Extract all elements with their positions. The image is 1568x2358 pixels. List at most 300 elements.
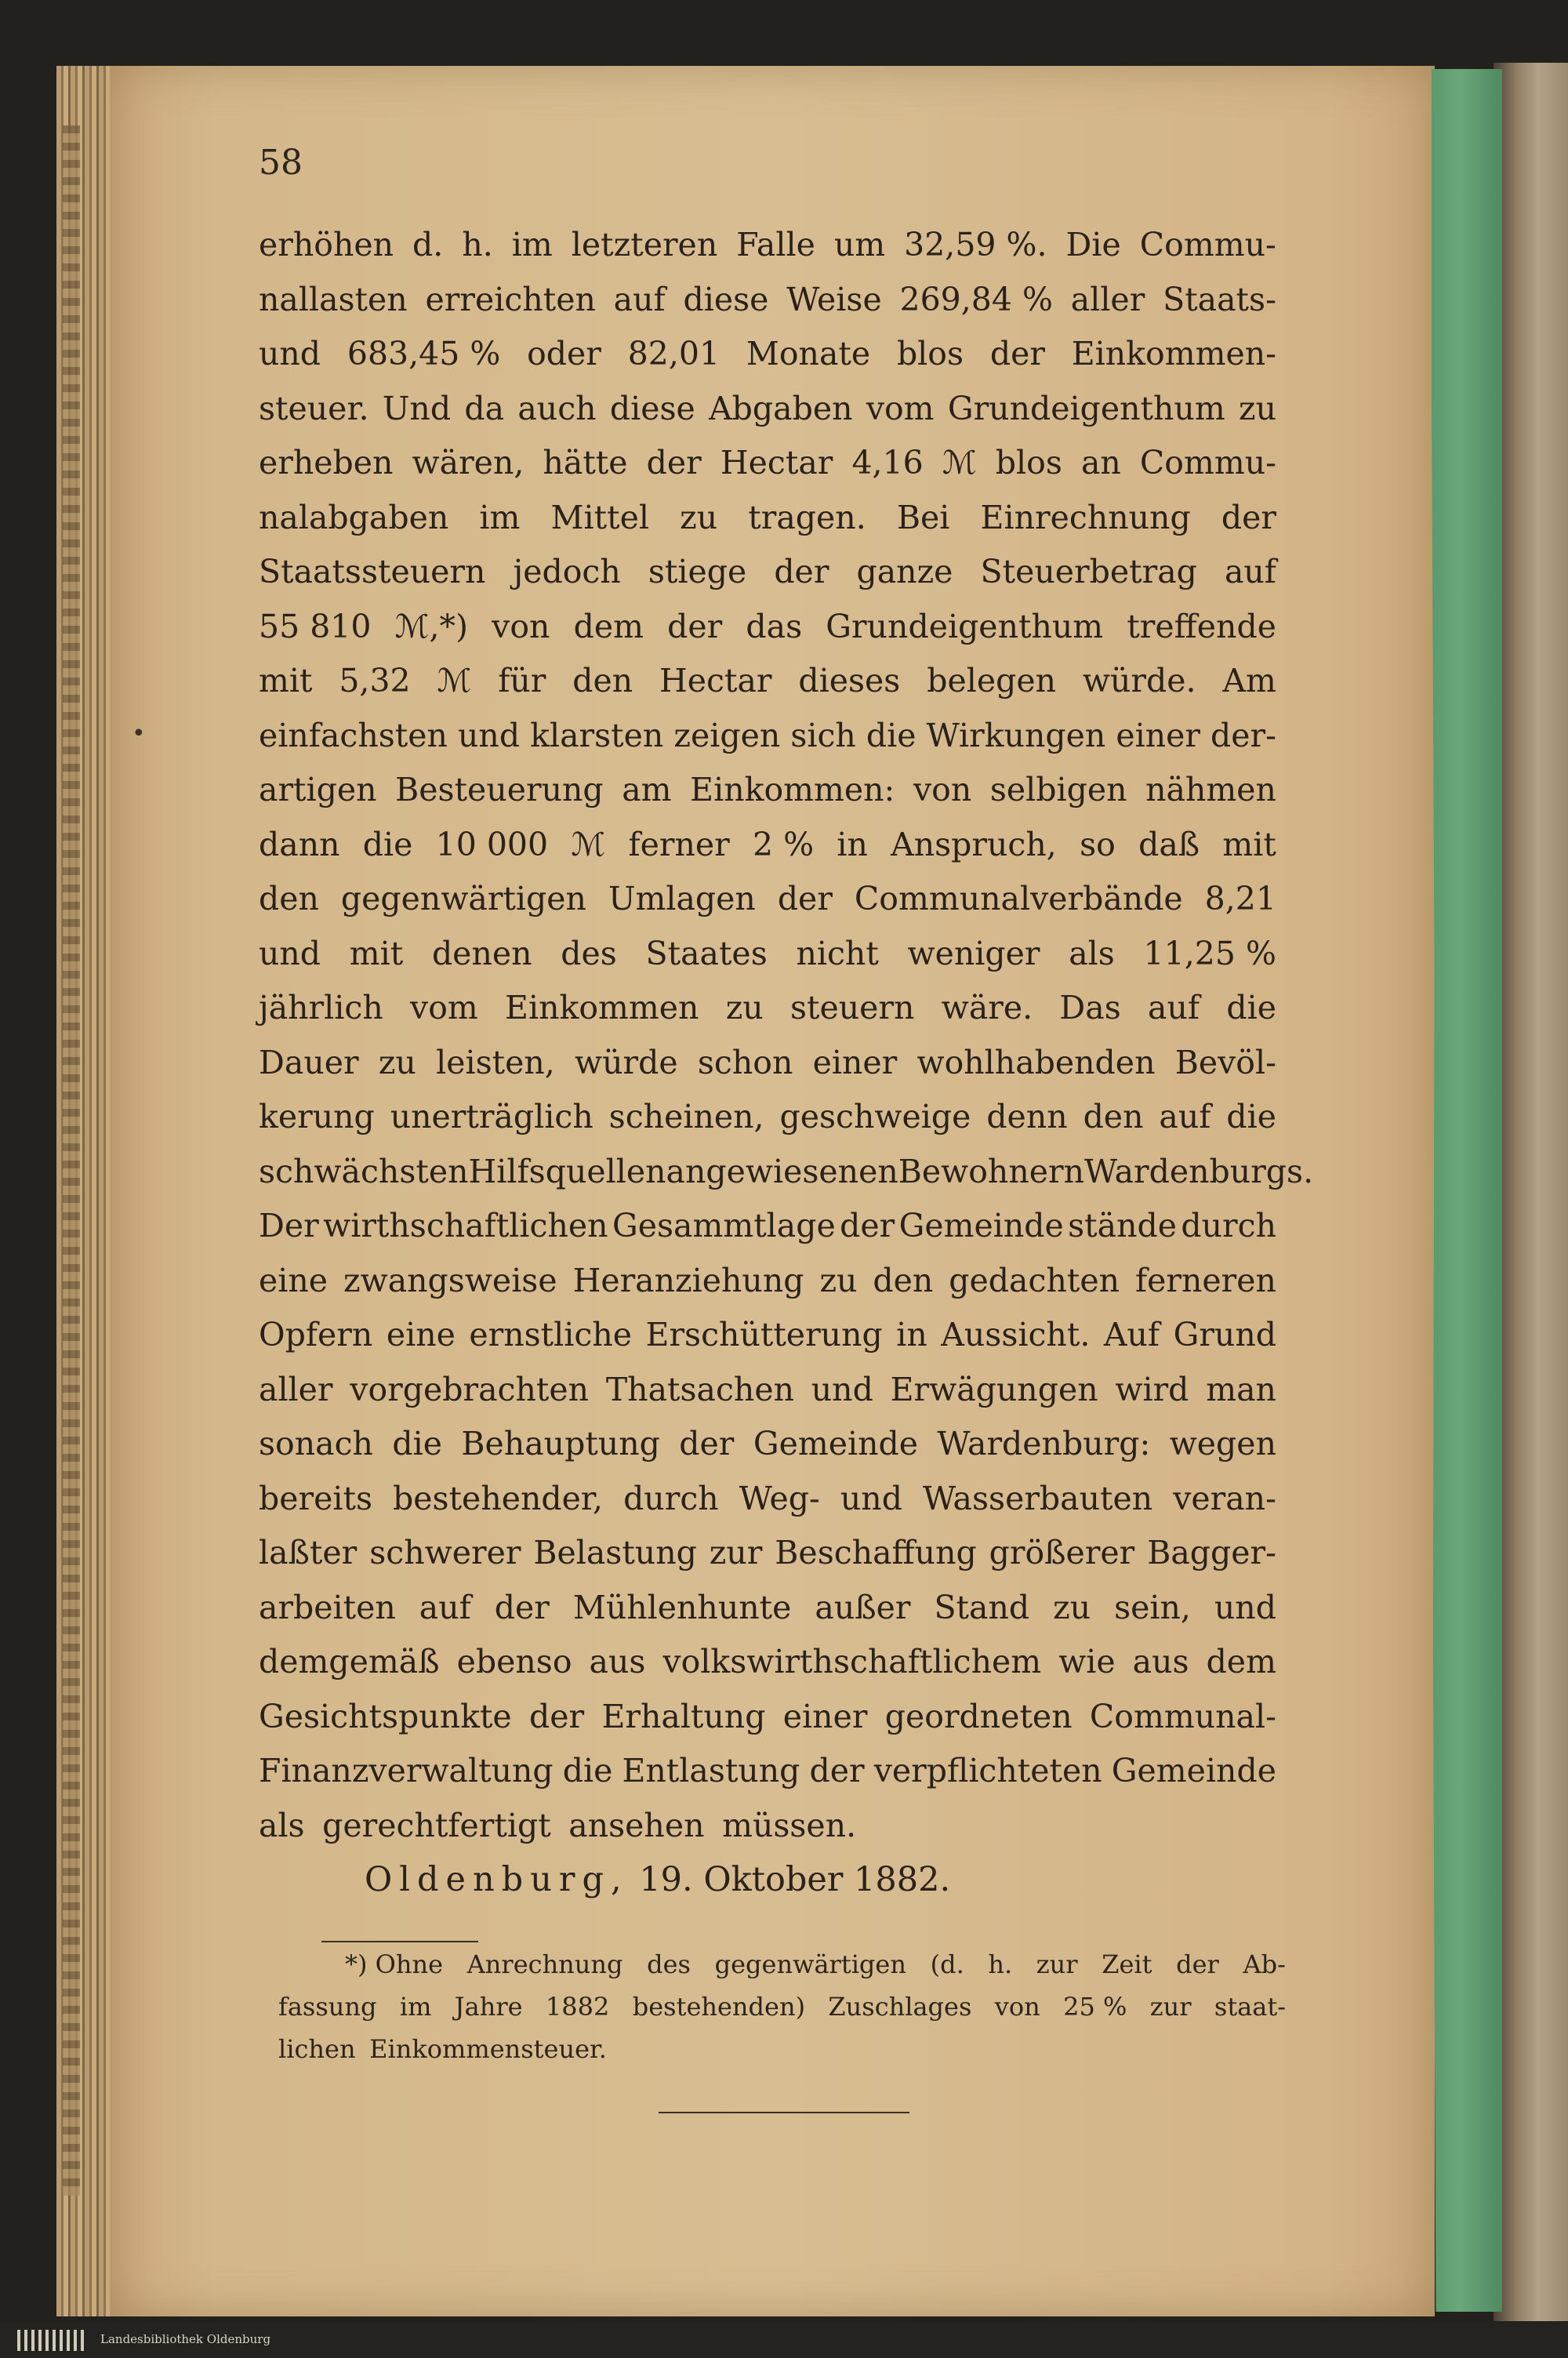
word: Gemeinde bbox=[1111, 1752, 1276, 1789]
word: wie bbox=[1058, 1643, 1116, 1680]
margin-mark: • bbox=[132, 720, 146, 747]
word: wird bbox=[1115, 1370, 1189, 1408]
word: als bbox=[1069, 934, 1115, 972]
word: Commu- bbox=[1139, 444, 1276, 481]
text-line bbox=[259, 491, 1276, 546]
word: so bbox=[1080, 825, 1116, 863]
word: der bbox=[840, 1207, 895, 1244]
word: wäre. bbox=[941, 989, 1033, 1026]
word: h. bbox=[988, 1949, 1013, 1979]
word: einer bbox=[812, 1043, 898, 1081]
word: in bbox=[896, 1316, 927, 1353]
word: von bbox=[492, 607, 550, 645]
word: des bbox=[561, 934, 617, 972]
word: aus bbox=[1132, 1643, 1189, 1680]
text-line bbox=[259, 327, 1276, 382]
text-line bbox=[259, 1090, 1276, 1145]
word: Erhaltung bbox=[601, 1697, 766, 1735]
word: wohlhabenden bbox=[916, 1043, 1156, 1081]
library-name: Landesbibliothek Oldenburg bbox=[100, 2332, 271, 2346]
word: 4,16 bbox=[851, 444, 924, 481]
word: nalabgaben bbox=[259, 498, 449, 536]
word: im bbox=[479, 498, 521, 536]
page-number: 58 bbox=[259, 143, 303, 183]
word: *) Ohne bbox=[345, 1949, 444, 1979]
word: jedoch bbox=[513, 553, 621, 590]
word: da bbox=[464, 389, 505, 427]
word: dem bbox=[573, 607, 644, 645]
word: scheinen, bbox=[608, 1098, 764, 1135]
word: und bbox=[458, 716, 521, 754]
word: am bbox=[622, 771, 672, 808]
word: einfachsten bbox=[259, 716, 448, 754]
text-line bbox=[259, 1744, 1276, 1799]
word: erreichten bbox=[425, 280, 596, 318]
word: wären, bbox=[412, 444, 524, 481]
word: gegenwärtigen bbox=[714, 1949, 906, 1979]
word: Staates bbox=[645, 934, 768, 972]
word: Besteuerung bbox=[395, 771, 604, 808]
word: wegen bbox=[1169, 1425, 1276, 1462]
word: zeigen bbox=[673, 716, 781, 754]
word: angewiesenen bbox=[666, 1152, 898, 1190]
library-logo-icon bbox=[17, 2330, 86, 2351]
word: der bbox=[667, 607, 723, 645]
word: nicht bbox=[796, 934, 879, 972]
word: lichen bbox=[278, 2034, 356, 2064]
text-line bbox=[259, 763, 1276, 818]
text-line bbox=[259, 1036, 1276, 1091]
word: aus bbox=[589, 1643, 646, 1680]
word: eine bbox=[259, 1261, 328, 1299]
word: ℳ,*) bbox=[394, 607, 468, 645]
word: von bbox=[994, 1992, 1040, 2022]
word: zu bbox=[1238, 389, 1276, 427]
word: Mittel bbox=[550, 498, 649, 536]
word: ebenso bbox=[456, 1643, 572, 1680]
word: schwächsten bbox=[259, 1152, 469, 1190]
word: denen bbox=[431, 934, 532, 972]
word: bereits bbox=[259, 1479, 373, 1517]
word: und bbox=[1214, 1588, 1276, 1626]
bottom-rule bbox=[659, 2112, 909, 2113]
word: ℳ bbox=[437, 662, 472, 699]
word: Einkommen- bbox=[1071, 335, 1276, 372]
word: 11,25 % bbox=[1143, 934, 1276, 972]
word: Und bbox=[382, 389, 452, 427]
word: 683,45 % bbox=[347, 335, 501, 372]
text-line bbox=[259, 273, 1276, 328]
word: dieses bbox=[798, 662, 901, 699]
word: ganze bbox=[856, 553, 953, 590]
word: Staatssteuern bbox=[259, 553, 486, 590]
word: der bbox=[529, 1697, 585, 1735]
word: Hectar bbox=[659, 662, 772, 699]
word: zu bbox=[1053, 1588, 1091, 1626]
word: ferner bbox=[628, 825, 730, 863]
word: schon bbox=[697, 1043, 793, 1081]
word: zu bbox=[725, 989, 764, 1026]
word: größerer bbox=[989, 1534, 1135, 1571]
word: Gemeinde bbox=[753, 1425, 918, 1462]
word: weniger bbox=[907, 934, 1040, 972]
word: auf bbox=[1148, 989, 1200, 1026]
word: aller bbox=[259, 1370, 333, 1408]
word: ansehen bbox=[568, 1806, 705, 1844]
word: fassung bbox=[278, 1992, 377, 2022]
word: Mühlenhunte bbox=[572, 1588, 792, 1626]
text-line bbox=[259, 382, 1276, 437]
word: nähmen bbox=[1145, 771, 1276, 808]
word: laßter bbox=[259, 1534, 358, 1571]
word: verpflichteten bbox=[873, 1752, 1102, 1789]
text-line bbox=[259, 872, 1276, 927]
word: des bbox=[647, 1949, 691, 1979]
word: Heranziehung bbox=[572, 1261, 804, 1299]
word: 8,21 bbox=[1204, 880, 1276, 917]
word: Anrechnung bbox=[466, 1949, 623, 1979]
word: 82,01 bbox=[627, 335, 720, 372]
word: der bbox=[774, 553, 829, 590]
word: Hectar bbox=[720, 444, 833, 481]
text-line bbox=[259, 1145, 1314, 1200]
word: geordneten bbox=[884, 1697, 1073, 1735]
word: zur bbox=[1149, 1992, 1192, 2022]
word: 5,32 bbox=[339, 662, 411, 699]
word: sich bbox=[790, 716, 856, 754]
word: gegenwärtigen bbox=[340, 880, 586, 917]
word: 269,84 % bbox=[899, 280, 1053, 318]
text-line bbox=[259, 1417, 1276, 1472]
word: der bbox=[1176, 1949, 1219, 1979]
word: Zeit bbox=[1102, 1949, 1152, 1979]
word: den bbox=[259, 880, 319, 917]
closing-date-line bbox=[365, 1860, 950, 1899]
word: daß bbox=[1138, 825, 1200, 863]
text-line bbox=[259, 981, 1276, 1036]
word: das bbox=[746, 607, 803, 645]
word: denn bbox=[986, 1098, 1068, 1135]
word: der bbox=[1221, 498, 1276, 536]
word: Thatsachen bbox=[605, 1370, 795, 1408]
word: der bbox=[494, 1588, 550, 1626]
word: Wardenburgs. bbox=[1084, 1152, 1314, 1190]
green-bookmark-strip bbox=[1432, 69, 1502, 2312]
text-line bbox=[259, 1308, 1276, 1363]
word: würde. bbox=[1082, 662, 1196, 699]
word: eine bbox=[386, 1316, 456, 1353]
word: im bbox=[511, 226, 553, 263]
word: die bbox=[1226, 1098, 1276, 1135]
word: der bbox=[809, 1752, 865, 1789]
word: und bbox=[259, 934, 321, 972]
word: Wirkungen bbox=[926, 716, 1106, 754]
word: zur bbox=[1036, 1949, 1078, 1979]
word: mit bbox=[259, 662, 313, 699]
word: Zuschlages bbox=[828, 1992, 972, 2022]
word: Einkommen: bbox=[690, 771, 895, 808]
word: Grundeigenthum bbox=[826, 607, 1104, 645]
word: müssen. bbox=[722, 1806, 857, 1844]
text-line bbox=[259, 1526, 1276, 1581]
word: Die bbox=[1065, 226, 1121, 263]
text-line bbox=[259, 1199, 1276, 1254]
word: volkswirthschaftlichem bbox=[662, 1643, 1042, 1680]
word: Steuerbetrag bbox=[980, 553, 1197, 590]
word: 32,59 %. bbox=[904, 226, 1047, 263]
word: von bbox=[913, 771, 972, 808]
word: Monate bbox=[746, 335, 871, 372]
word: würde bbox=[575, 1043, 678, 1081]
word: stände bbox=[1068, 1207, 1178, 1244]
text-line bbox=[259, 545, 1276, 600]
word: Anspruch, bbox=[891, 825, 1057, 863]
word: um bbox=[833, 226, 886, 263]
word: zwangsweise bbox=[343, 1261, 557, 1299]
word: d. bbox=[412, 226, 444, 263]
word: der bbox=[777, 880, 833, 917]
word: dann bbox=[259, 825, 340, 863]
text-line bbox=[259, 1363, 1276, 1418]
word: Communalverbände bbox=[854, 880, 1183, 917]
word: und bbox=[259, 335, 321, 372]
text-line bbox=[259, 818, 1276, 873]
word: Gemeinde bbox=[898, 1207, 1064, 1244]
word: den bbox=[873, 1261, 934, 1299]
word: jährlich bbox=[259, 989, 383, 1026]
word: sonach bbox=[259, 1425, 373, 1462]
closing-place: Oldenburg, bbox=[365, 1860, 629, 1899]
word: zur bbox=[709, 1534, 763, 1571]
text-line bbox=[259, 654, 1276, 709]
word: ferneren bbox=[1134, 1261, 1276, 1299]
word: artigen bbox=[259, 771, 377, 808]
word: 10 000 bbox=[435, 825, 549, 863]
text-line bbox=[259, 1635, 1276, 1690]
footer-bar bbox=[0, 2323, 1568, 2358]
word: ernstliche bbox=[469, 1316, 633, 1353]
word: Weise bbox=[786, 280, 882, 318]
word: Falle bbox=[736, 226, 815, 263]
text-line bbox=[259, 1799, 1276, 1854]
word: Weg- bbox=[739, 1479, 820, 1517]
word: h. bbox=[462, 226, 493, 263]
word: Jahre bbox=[454, 1992, 523, 2022]
word: Einkommen bbox=[505, 989, 699, 1026]
word: als bbox=[259, 1806, 305, 1844]
footnote-line bbox=[278, 1986, 1286, 2028]
word: gerechtfertigt bbox=[322, 1806, 551, 1844]
word: die bbox=[392, 1425, 442, 1462]
word: Ab- bbox=[1243, 1949, 1286, 1979]
word: nallasten bbox=[259, 280, 408, 318]
footnote-rule bbox=[321, 1941, 478, 1942]
word: Aussicht. bbox=[941, 1316, 1091, 1353]
word: Gesichtspunkte bbox=[259, 1697, 512, 1735]
word: gedachten bbox=[949, 1261, 1120, 1299]
footnote bbox=[278, 1943, 1286, 2070]
footnote-line bbox=[278, 1943, 1286, 1986]
word: Beschaffung bbox=[775, 1534, 977, 1571]
text-line bbox=[259, 600, 1276, 655]
word: Bei bbox=[896, 498, 950, 536]
word: treffende bbox=[1127, 607, 1276, 645]
word: und bbox=[840, 1479, 902, 1517]
word: Umlagen bbox=[608, 880, 756, 917]
adjacent-page-edge bbox=[1494, 63, 1568, 2321]
word: Am bbox=[1222, 662, 1276, 699]
word: der bbox=[679, 1425, 735, 1462]
word: oder bbox=[527, 335, 601, 372]
word: auf bbox=[1224, 553, 1276, 590]
word: Grund bbox=[1173, 1316, 1276, 1353]
word: 2 % bbox=[753, 825, 815, 863]
word: belegen bbox=[927, 662, 1057, 699]
word: Erwägungen bbox=[890, 1370, 1098, 1408]
word: bestehender, bbox=[393, 1479, 604, 1517]
body-text bbox=[259, 218, 1314, 1853]
word: den bbox=[572, 662, 633, 699]
word: Commu- bbox=[1139, 226, 1276, 263]
word: man bbox=[1206, 1370, 1276, 1408]
word: hätte bbox=[543, 444, 628, 481]
word: wirthschaftlichen bbox=[323, 1207, 608, 1244]
word: die bbox=[866, 716, 916, 754]
word: einer bbox=[782, 1697, 868, 1735]
word: Staats- bbox=[1163, 280, 1276, 318]
word: Gesammtlage bbox=[612, 1207, 836, 1244]
binding-strip bbox=[63, 125, 80, 2196]
text-line bbox=[259, 1254, 1276, 1309]
word: Stand bbox=[934, 1588, 1030, 1626]
word: veran- bbox=[1173, 1479, 1276, 1517]
word: auf bbox=[419, 1588, 471, 1626]
word: der bbox=[989, 335, 1045, 372]
text-line bbox=[259, 1690, 1276, 1745]
word: arbeiten bbox=[259, 1588, 396, 1626]
word: blos bbox=[995, 444, 1062, 481]
word: Wasserbauten bbox=[922, 1479, 1153, 1517]
word: der bbox=[646, 444, 702, 481]
word: leisten, bbox=[436, 1043, 555, 1081]
word: zu bbox=[378, 1043, 416, 1081]
word: Abgaben bbox=[709, 389, 853, 427]
word: die bbox=[362, 825, 413, 863]
word: Der bbox=[259, 1207, 319, 1244]
word: steuern bbox=[789, 989, 915, 1026]
word: staat- bbox=[1214, 1992, 1286, 2022]
word: im bbox=[399, 1992, 432, 2022]
word: und bbox=[811, 1370, 873, 1408]
word: außer bbox=[815, 1588, 911, 1626]
word: auf bbox=[613, 280, 666, 318]
word: auch bbox=[517, 389, 597, 427]
word: auf bbox=[1159, 1098, 1211, 1135]
word: diese bbox=[609, 389, 695, 427]
word: kerung bbox=[259, 1098, 375, 1135]
word: tragen. bbox=[748, 498, 866, 536]
word: Bagger- bbox=[1147, 1534, 1276, 1571]
word: der- bbox=[1210, 716, 1276, 754]
word: erheben bbox=[259, 444, 394, 481]
text-line bbox=[259, 218, 1276, 273]
word: steuer. bbox=[259, 389, 369, 427]
word: erhöhen bbox=[259, 226, 394, 263]
word: Hilfsquellen bbox=[468, 1152, 666, 1190]
word: Erschütterung bbox=[645, 1316, 883, 1353]
word: sein, bbox=[1114, 1588, 1191, 1626]
word: Dauer bbox=[259, 1043, 359, 1081]
word: die bbox=[562, 1752, 613, 1789]
word: (d. bbox=[930, 1949, 964, 1979]
word: Wardenburg: bbox=[937, 1425, 1151, 1462]
word: Opfern bbox=[259, 1316, 373, 1353]
word: 25 % bbox=[1063, 1992, 1127, 2022]
word: klarsten bbox=[530, 716, 664, 754]
word: Bewohnern bbox=[898, 1152, 1085, 1190]
word: Behauptung bbox=[461, 1425, 660, 1462]
word: selbigen bbox=[989, 771, 1127, 808]
word: Grundeigenthum bbox=[947, 389, 1225, 427]
word: 1882 bbox=[545, 1992, 610, 2022]
word: durch bbox=[623, 1479, 719, 1517]
word: einer bbox=[1116, 716, 1200, 754]
word: Finanzverwaltung bbox=[259, 1752, 554, 1789]
word: ℳ bbox=[571, 825, 606, 863]
word: demgemäß bbox=[259, 1643, 440, 1680]
text-line bbox=[259, 927, 1276, 982]
word: vom bbox=[410, 989, 478, 1026]
word: in bbox=[837, 825, 868, 863]
text-line bbox=[259, 1581, 1276, 1636]
word: den bbox=[1083, 1098, 1144, 1135]
word: die bbox=[1226, 989, 1276, 1026]
word: schwerer bbox=[369, 1534, 521, 1571]
word: diese bbox=[683, 280, 769, 318]
word: zu bbox=[680, 498, 718, 536]
word: unerträglich bbox=[390, 1098, 593, 1135]
word: vorgebrachten bbox=[350, 1370, 590, 1408]
word: aller bbox=[1070, 280, 1145, 318]
text-line bbox=[259, 1472, 1276, 1527]
word: mit bbox=[1222, 825, 1276, 863]
word: Entlastung bbox=[622, 1752, 800, 1789]
word: an bbox=[1080, 444, 1121, 481]
word: Belastung bbox=[533, 1534, 697, 1571]
text-line bbox=[259, 709, 1276, 764]
word: Das bbox=[1059, 989, 1121, 1026]
word: zu bbox=[819, 1261, 858, 1299]
word: ℳ bbox=[942, 444, 977, 481]
word: geschweige bbox=[779, 1098, 971, 1135]
text-line bbox=[259, 436, 1276, 491]
footnote-line bbox=[278, 2028, 1286, 2070]
word: Einkommensteuer. bbox=[369, 2034, 607, 2064]
word: Einrechnung bbox=[980, 498, 1191, 536]
word: blos bbox=[896, 335, 964, 372]
word: bestehenden) bbox=[632, 1992, 806, 2022]
word: mit bbox=[349, 934, 404, 972]
word: Communal- bbox=[1089, 1697, 1276, 1735]
word: 55 810 bbox=[259, 607, 372, 645]
word: Bevöl- bbox=[1174, 1043, 1276, 1081]
word: letzteren bbox=[571, 226, 718, 263]
word: dem bbox=[1206, 1643, 1276, 1680]
word: Auf bbox=[1103, 1316, 1160, 1353]
word: vom bbox=[866, 389, 935, 427]
closing-date: 19. Oktober 1882. bbox=[639, 1860, 951, 1899]
word: für bbox=[498, 662, 546, 699]
